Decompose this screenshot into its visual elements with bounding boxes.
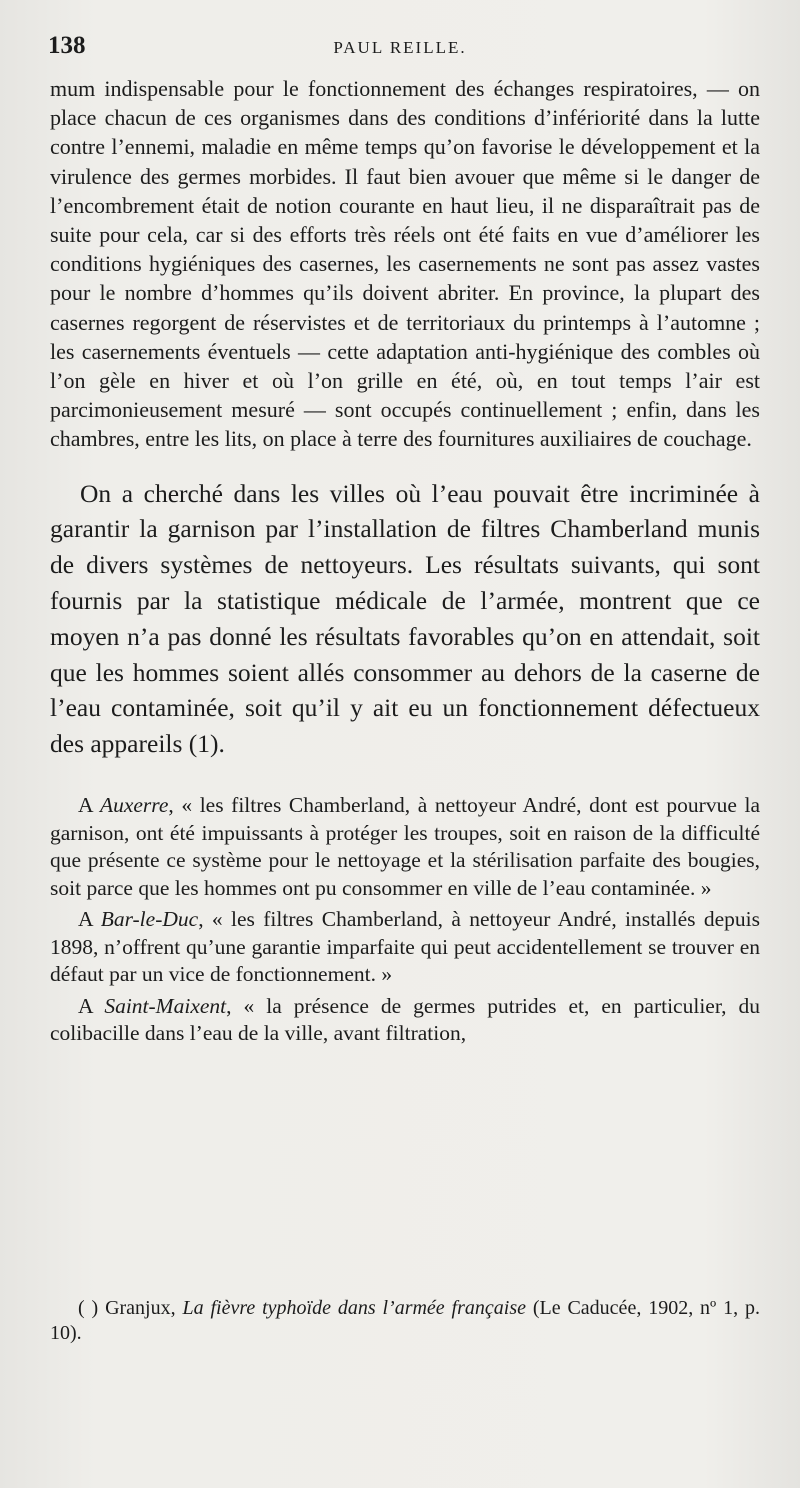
quote-auxerre bbox=[50, 792, 760, 902]
quote-prefix: A bbox=[78, 907, 101, 932]
quote-text: , « la présence de germes putrides et, en particulier, du colibacille dans l’eau de la ville, avant filtration, bbox=[50, 993, 760, 1046]
quote-bar-le-duc bbox=[50, 906, 760, 989]
paragraph-spacer bbox=[50, 454, 760, 476]
paragraph-continued: mum indispensable pour le fonctionnement des échanges respiratoires, — on place chacun de ces organismes dans des conditions d’infériorité dans la lutte contre l’ennemi, maladie en même temps qu’on favorise le développement et la virulence des germes morbides. Il faut bien avouer que même si le danger de l’encombrement était de notion courante en haut lieu, il ne disparaîtrait pas de suite pour cela, car si des efforts très réels ont été faits en vue d’améliorer les conditions hygiéniques des casernes, les casernements ne sont pas assez vastes pour le nombre d’hommes qu’ils doivent abriter. En province, la plupart des casernes regorgent de réservistes et de territoriaux du printemps à l’automne ; les casernements éventuels — cette adaptation anti-hygiénique des combles où l’on gèle en hiver et où l’on grille en été, où, en tout temps l’air est parcimonieusement mesuré — sont occupés continuellement ; enfin, dans les chambres, entre les lits, on place à terre des fournitures auxiliaires de couchage. bbox=[50, 76, 760, 452]
quote-prefix: A bbox=[78, 793, 100, 818]
running-title: PAUL REILLE. bbox=[333, 38, 467, 57]
quote-text: , « les filtres Chamberland, à nettoyeur André, dont est pourvue la garnison, ont été impuissants à protéger les troupes, soit en raison de la difficulté que présente ce système pour le nettoyage et la stérilisation parfaite des bougies, soit parce que les hommes ont pu consommer en ville de l’eau contaminée. » bbox=[50, 793, 760, 900]
paragraph-spacer bbox=[50, 762, 760, 792]
place-name-bar-le-duc: Bar-le-Duc bbox=[100, 907, 199, 932]
place-name-saint-maixent: Saint-Maixent bbox=[104, 993, 227, 1018]
footnote-journal: (Le Caducée, bbox=[525, 1297, 642, 1319]
running-header bbox=[48, 32, 752, 64]
body-text bbox=[50, 74, 760, 1048]
quote-prefix: A bbox=[78, 993, 105, 1018]
footnote bbox=[50, 1296, 760, 1346]
page-number: 138 bbox=[48, 32, 86, 59]
quote-saint-maixent bbox=[50, 993, 760, 1048]
quote-text: , « les filtres Chamberland, à nettoyeur André, installés depuis 1898, n’offrent qu’une garantie imparfaite qui peut accidentellement se trouver en défaut par un vice de fonctionnement. » bbox=[50, 907, 760, 987]
footnote-ref: 1902, nº 1, p. 10). bbox=[50, 1297, 760, 1344]
footnote-author: Granjux, bbox=[105, 1297, 183, 1319]
footnote-marker: ( ) bbox=[78, 1297, 99, 1319]
place-name-auxerre: Auxerre bbox=[99, 793, 169, 818]
footnote-title: La fièvre typhoïde dans l’armée française bbox=[182, 1297, 526, 1319]
paragraph-filters: On a cherché dans les villes où l’eau pouvait être incriminée à garantir la garnison par l’installation de filtres Chamberland munis de divers systèmes de nettoyeurs. Les résultats suivants, qui sont fournis par la statistique médicale de l’armée, montrent que ce moyen n’a pas donné les résultats favorables qu’on en attendait, soit que les hommes soient allés consommer au dehors de la caserne de l’eau contaminée, soit qu’il y ait eu un fonctionnement défectueux des appareils (1). bbox=[50, 478, 760, 759]
